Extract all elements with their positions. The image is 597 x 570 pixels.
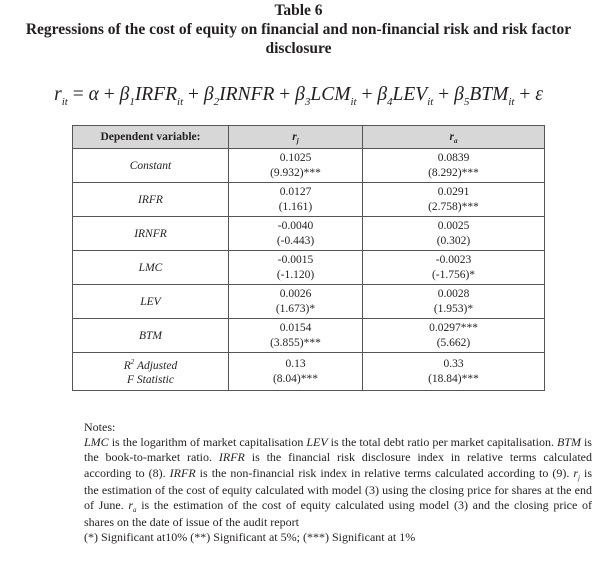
notes-heading: Notes: bbox=[84, 420, 116, 434]
table-title-line-1: Regressions of the cost of equity on financial and non-financial risk and risk factor bbox=[25, 21, 572, 38]
cell-rj: 0.0154 (3.855)*** bbox=[229, 319, 363, 353]
cell-ra: 0.33 (18.84)*** bbox=[363, 353, 545, 391]
table-row bbox=[73, 183, 545, 217]
row-label: Constant bbox=[73, 149, 229, 183]
cell-rj: 0.13 (8.04)*** bbox=[229, 353, 363, 391]
table-number: Table 6 bbox=[274, 2, 323, 19]
cell-rj: -0.0015 (-1.120) bbox=[229, 251, 363, 285]
notes-significance: (*) Significant at10% (**) Significant at 5%; (***) Significant at 1% bbox=[84, 530, 416, 545]
notes-definitions: LMC is the logarithm of market capitalisation LEV is the total debt ratio per market capitalisation. BTM is the book-to-market ratio. IRFR is the financial risk disclosure index in relative terms calculated according to (8). IRFR is the non-financial risk index in relative terms calculated according to (9). $r_j$ is the estimation of the cost of equity calculated with model (3) using the closing price for shares at the end of June. $r_a$ is the estimation of the cost of equity calculated using model (3) and the closing price of shares on the date of issue of the audit report bbox=[84, 435, 593, 530]
cell-ra: 0.0839 (8.292)*** bbox=[363, 149, 545, 183]
cell-ra: -0.0023 (-1.756)* bbox=[363, 251, 545, 285]
table-row-summary bbox=[73, 353, 545, 391]
table-notes bbox=[84, 420, 592, 546]
cell-rj: 0.0026 (1.673)* bbox=[229, 285, 363, 319]
table-row bbox=[73, 251, 545, 285]
cell-rj: 0.1025 (9.932)*** bbox=[229, 149, 363, 183]
row-label: IRFR bbox=[73, 183, 229, 217]
cell-ra: 0.0297*** (5.662) bbox=[363, 319, 545, 353]
cell-rj: -0.0040 (-0.443) bbox=[229, 217, 363, 251]
regression-equation: $r_{it} = \alpha$ + $\beta_1IRFR_{it}$ + $\beta_2IRNFR + \beta_3LCM_{it} + \beta_4LEV_{it} + \beta_5BTM_{it} + \varepsilon$ bbox=[54, 84, 543, 108]
row-label: IRNFR bbox=[73, 217, 229, 251]
cell-rj: 0.0127 (1.161) bbox=[229, 183, 363, 217]
header-rj: $r_j$ bbox=[229, 126, 363, 149]
cell-ra: 0.0025 (0.302) bbox=[363, 217, 545, 251]
table-row bbox=[73, 149, 545, 183]
row-label: LMC bbox=[73, 251, 229, 285]
table-row bbox=[73, 217, 545, 251]
table-row bbox=[73, 319, 545, 353]
cell-ra: 0.0028 (1.953)* bbox=[363, 285, 545, 319]
header-dependent-variable: Dependent variable: bbox=[73, 126, 229, 149]
table-row bbox=[73, 285, 545, 319]
table-title-line-2: disclosure bbox=[265, 40, 332, 57]
row-label-summary: $R^2$ Adjusted F Statistic bbox=[73, 353, 229, 391]
regression-table bbox=[72, 125, 545, 391]
cell-ra: 0.0291 (2.758)*** bbox=[363, 183, 545, 217]
row-label: LEV bbox=[73, 285, 229, 319]
header-ra: $r_a$ bbox=[363, 126, 545, 149]
table-header-row bbox=[73, 126, 545, 149]
row-label: BTM bbox=[73, 319, 229, 353]
